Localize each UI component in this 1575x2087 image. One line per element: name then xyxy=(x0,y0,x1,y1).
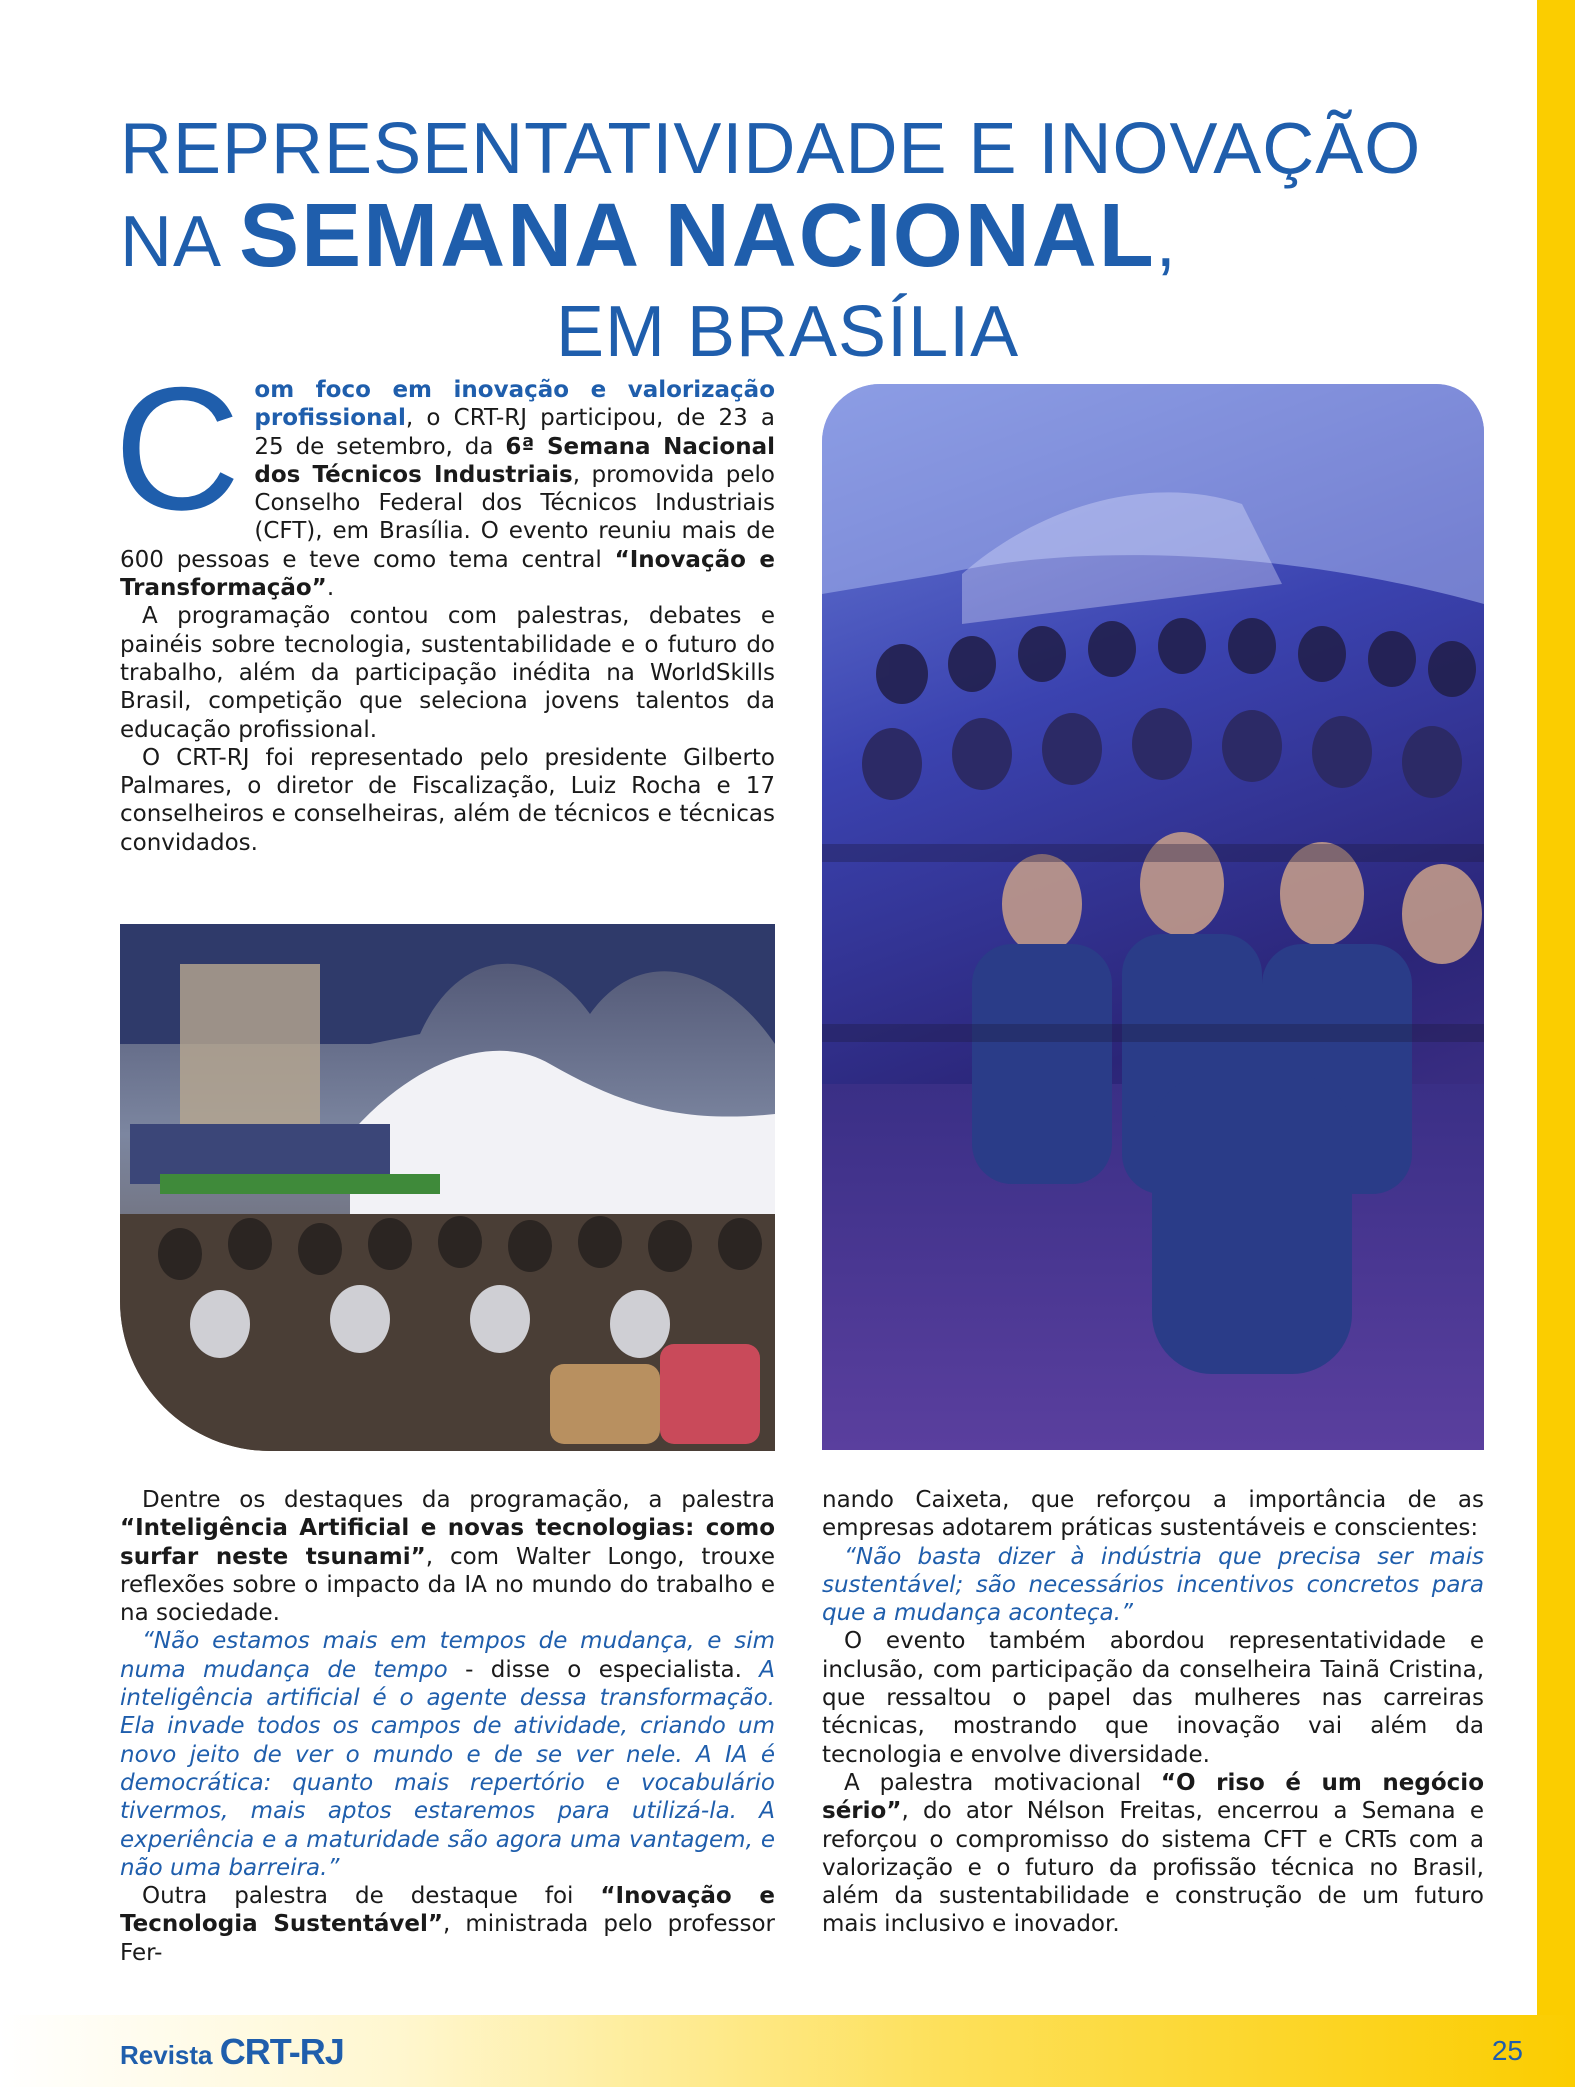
text-run: , promovida pelo Conselho Federal dos Técnicos Industriais (CFT), em Brasília. O evento reuniu mais de 600 pessoas e teve como tema central xyxy=(120,461,775,573)
brand-name: CRT-RJ xyxy=(219,2031,344,2072)
text-run: Outra palestra de destaque foi xyxy=(142,1883,601,1910)
text-run: , com Walter Longo, trouxe reflexões sobre o impacto da IA no mundo do trabalho e na sociedade. xyxy=(120,1543,775,1627)
title-line-1: REPRESENTATIVIDADE E INOVAÇÃO xyxy=(120,109,1422,189)
body-left-paragraph-2 xyxy=(120,1627,775,1882)
body-right-paragraph-4 xyxy=(822,1769,1484,1939)
body-left-paragraph-1 xyxy=(120,1486,775,1627)
title-line-2 xyxy=(120,186,1420,288)
body-right-paragraph-3: O evento também abordou representatividade e inclusão, com participação da conselheira Tainã Cristina, que ressaltou o papel das mulheres nas carreiras técnicas, mostrando que inovação vai além da tecnologia e envolve diversidade. xyxy=(822,1628,1484,1768)
text-run: om foco em inovação e valorização profissional xyxy=(254,377,775,432)
body-column-right xyxy=(822,1486,1484,1939)
title-line-2-suffix: , xyxy=(1155,202,1177,282)
text-run: A palestra motivacional xyxy=(844,1769,1161,1796)
drop-cap: C xyxy=(114,352,241,547)
article-title xyxy=(120,108,1420,376)
text-run: “Inovação e Transformação” xyxy=(120,546,775,602)
intro-paragraph-1 xyxy=(114,352,775,602)
title-highlight: SEMANA NACIONAL xyxy=(239,186,1156,286)
text-run: 6ª Semana Nacional dos Técnicos Industriais xyxy=(254,433,775,488)
text-run: , ministrada pelo professor Fer- xyxy=(120,1911,776,1966)
body-right-quote: “Não basta dizer à indústria que precisa ser mais sustentável; são necessários incentivos concretos para que a mudança aconteça.” xyxy=(822,1543,1484,1627)
brand-prefix: Revista xyxy=(120,2040,220,2070)
text-run: . xyxy=(326,575,335,602)
text-run: “Inovação e Tecnologia Sustentável” xyxy=(120,1883,775,1938)
body-left-paragraph-3 xyxy=(120,1882,775,1967)
text-run: “Não estamos mais em tempos de mudança, e sim numa mudança de tempo xyxy=(120,1628,775,1683)
right-yellow-edge xyxy=(1537,0,1575,2087)
text-run: , do ator Nélson Freitas, encerrou a Semana e reforçou o compromisso do sistema CFT e CRTs com a valorização e o futuro da profissão técnica no Brasil, além da sustentabilidade e construção de um futuro mais inclusivo e inovador. xyxy=(822,1798,1484,1938)
stage-photo-illustration xyxy=(120,924,775,1451)
page-number: 25 xyxy=(1491,2035,1523,2066)
title-line-3: EM BRASÍLIA xyxy=(556,292,1020,372)
text-run: A inteligência artificial é o agente dessa transformação. Ela invade todos os campos de atividade, criando um novo jeito de ver o mundo e de se ver nele. A IA é democrática: quanto mais repertório e vocabulário tivermos, mais aptos estaremos para utilizá-la. A experiência e a maturidade são agora uma vantagem, e não uma barreira.” xyxy=(120,1656,775,1881)
text-run: , o CRT-RJ participou, de 23 a 25 de setembro, da xyxy=(254,405,775,460)
text-run: Dentre os destaques da programação, a palestra xyxy=(142,1487,775,1513)
intro-paragraph-2: A programação contou com palestras, debates e painéis sobre tecnologia, sustentabilidade e o futuro do trabalho, além da participação inédita na WorldSkills Brasil, competição que seleciona jovens talentos da educação profissional. xyxy=(120,603,775,743)
body-column-left xyxy=(120,1486,775,1967)
intro-column xyxy=(114,352,775,857)
text-run: - disse o especialista. xyxy=(447,1656,760,1683)
audience-photo-illustration xyxy=(822,384,1484,1450)
body-right-paragraph-1: nando Caixeta, que reforçou a importância de as empresas adotarem práticas sustentáveis e conscientes: xyxy=(822,1487,1484,1542)
stage-photo xyxy=(120,924,775,1451)
text-run: “O riso é um negócio sério” xyxy=(822,1769,1484,1825)
band-corner xyxy=(1477,1955,1537,2015)
text-run: “Inteligência Artificial e novas tecnologias: como surfar neste tsunami” xyxy=(120,1515,775,1570)
audience-photo xyxy=(822,384,1484,1450)
magazine-brand xyxy=(120,2031,344,2073)
title-line-2-prefix: NA xyxy=(120,202,240,282)
intro-paragraph-3: O CRT-RJ foi representado pelo presidente Gilberto Palmares, o diretor de Fiscalização, Luiz Rocha e 17 conselheiros e conselheiras, além de técnicos e técnicas convidados. xyxy=(120,744,775,856)
